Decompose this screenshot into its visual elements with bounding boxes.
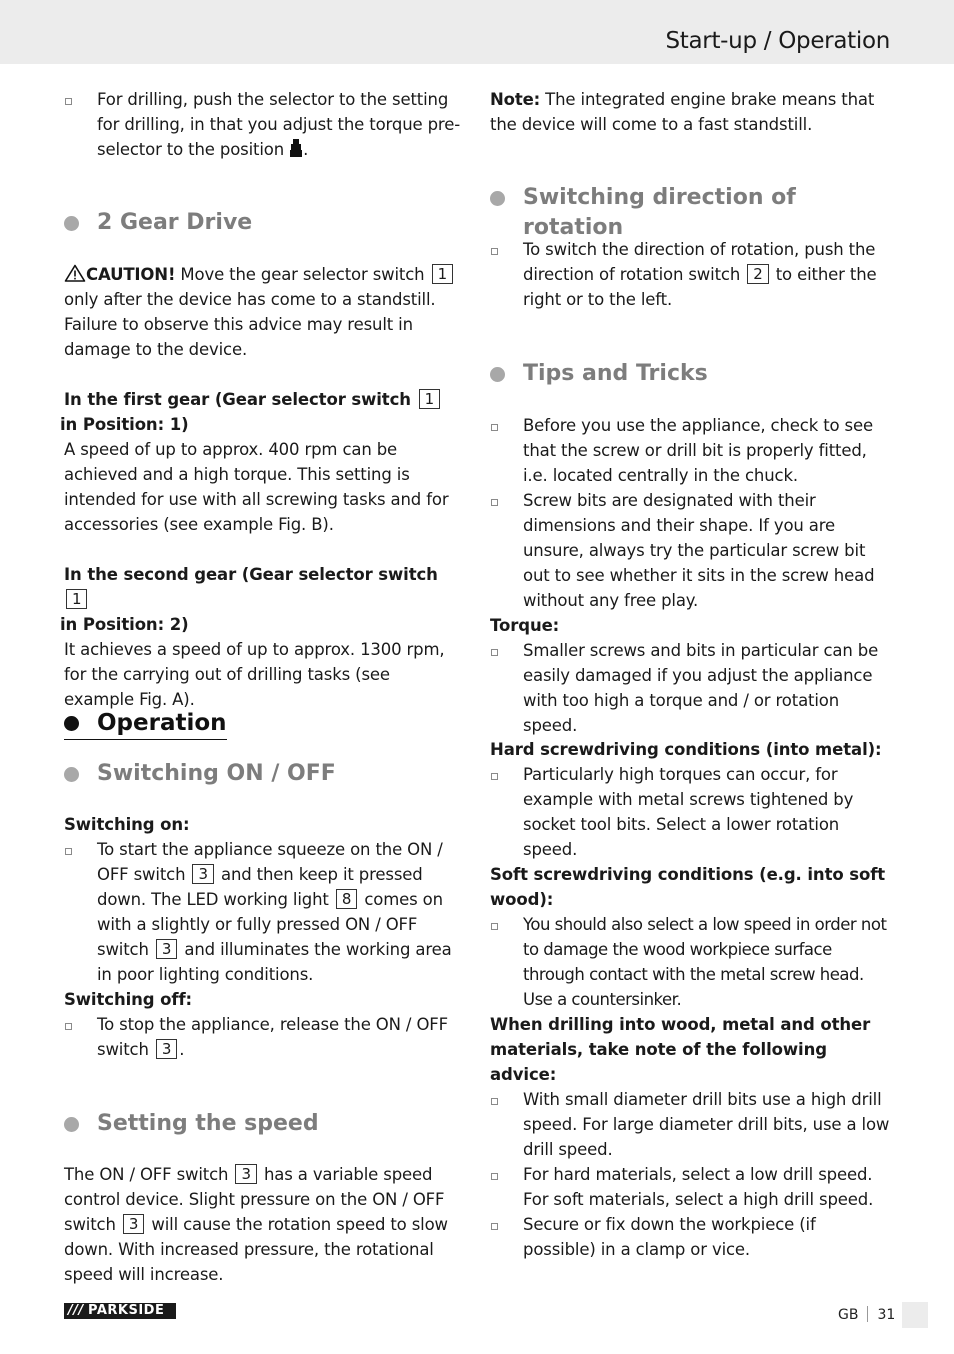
section-heading-tips — [490, 359, 890, 389]
switch-number-box: 3 — [156, 1039, 177, 1059]
heading-bullet-icon — [64, 716, 79, 731]
heading-bullet-icon — [490, 367, 505, 382]
bullet-square-icon — [491, 1223, 498, 1230]
list-item: Smaller screws and bits in particular can be easily damaged if you adjust the appliance with too high a torque and / or rotation speed. — [490, 638, 890, 738]
list-item: Secure or fix down the workpiece (if possible) in a clamp or vice. — [490, 1212, 890, 1262]
language-code: GB — [838, 1307, 859, 1323]
subheading: In the second gear (Gear selector switch 1 in Position: 2) — [60, 565, 438, 634]
page-tab — [902, 1302, 928, 1328]
bullet-square-icon — [65, 848, 72, 855]
switch-number-box: 1 — [66, 589, 87, 609]
logo-stripes-icon: /// — [68, 1303, 84, 1318]
list-item: To switch the direction of rotation, push the direction of rotation switch 2 to either the right or to the left. — [490, 237, 890, 312]
section-heading-direction — [490, 183, 890, 243]
switch-number-box: 1 — [432, 264, 453, 284]
bullet-square-icon — [65, 1023, 72, 1030]
subheading: Soft screwdriving conditions (e.g. into soft wood): — [490, 865, 886, 909]
switch-number-box: 3 — [123, 1214, 144, 1234]
list-item: Before you use the appliance, check to see that the screw or drill bit is properly fitted, i.e. located centrally in the chuck. — [490, 413, 890, 488]
page-title: Start-up / Operation — [665, 28, 890, 54]
subheading: Switching off: — [64, 990, 193, 1009]
bullet-square-icon — [491, 773, 498, 780]
list-item: For hard materials, select a low drill speed. For soft materials, select a high drill speed. — [490, 1162, 890, 1212]
switch-number-box: 1 — [419, 389, 440, 409]
brand-name: PARKSIDE — [88, 1303, 165, 1318]
drill-position-icon — [289, 138, 303, 158]
heading-bullet-icon — [64, 1117, 79, 1132]
bullet-square-icon — [491, 424, 498, 431]
bullet-square-icon — [491, 923, 498, 930]
drilling-advice-block — [490, 1012, 890, 1262]
list-item: With small diameter drill bits use a high drill speed. For large diameter drill bits, use a low drill speed. — [490, 1087, 890, 1162]
bullet-square-icon — [491, 649, 498, 656]
note-block — [490, 87, 890, 137]
brand-logo — [64, 1303, 176, 1319]
subheading: When drilling into wood, metal and other materials, take note of the following advice: — [490, 1015, 871, 1084]
bullet-square-icon — [65, 98, 72, 105]
section-heading-operation — [64, 708, 464, 740]
heading-bullet-icon — [490, 191, 505, 206]
subheading: In the first gear (Gear selector switch 1 in Position: 1) — [64, 387, 464, 437]
second-gear-block — [60, 562, 464, 712]
warning-triangle-icon — [64, 264, 86, 282]
page-number: 31 — [877, 1307, 896, 1323]
note-label: Note: — [490, 90, 541, 109]
caution-text: only after the device has come to a standstill. Failure to observe this advice may result in damage to the device. — [64, 290, 436, 359]
led-number-box: 8 — [336, 889, 357, 909]
subheading: Switching on: — [64, 815, 190, 834]
bullet-square-icon — [491, 499, 498, 506]
soft-conditions-block — [490, 862, 890, 1012]
first-gear-block — [60, 387, 464, 537]
paragraph: It achieves a speed of up to approx. 1300 rpm, for the carrying out of drilling tasks (see example Fig. A). — [64, 640, 445, 709]
bullet-square-icon — [491, 1173, 498, 1180]
heading-text: 2 Gear Drive — [97, 210, 253, 235]
heading-text: Tips and Tricks — [523, 361, 708, 386]
list-item: You should also select a low speed in order not to damage the wood workpiece surface through contact with the metal screw head. Use a countersinker. — [490, 912, 890, 1012]
subheading: Torque: — [490, 616, 560, 635]
page-number-area — [838, 1306, 895, 1323]
list-item — [64, 87, 464, 162]
divider — [867, 1306, 868, 1322]
list-item: Particularly high torques can occur, for example with metal screws tightened by socket tool bits. Select a lower rotation speed. — [490, 762, 890, 862]
section-heading-speed — [64, 1109, 464, 1139]
subheading: Hard screwdriving conditions (into metal): — [490, 740, 882, 759]
drilling-bullet-block — [64, 87, 464, 162]
switch-number-box: 3 — [156, 939, 177, 959]
list-item: To start the appliance squeeze on the ON / OFF switch 3 and then keep it pressed down. The LED working light 8 comes on with a slightly or fully pressed ON / OFF switch 3 and illuminates the working area in poor lighting conditions. — [64, 837, 464, 987]
page-header — [0, 0, 954, 64]
heading-bullet-icon — [64, 767, 79, 782]
heading-bullet-icon — [64, 216, 79, 231]
switch-number-box: 3 — [235, 1164, 256, 1184]
direction-block — [490, 237, 890, 312]
hard-conditions-block — [490, 737, 890, 862]
tips-list-block — [490, 413, 890, 613]
section-heading-switching — [64, 759, 464, 789]
period: . — [303, 140, 309, 159]
heading-text: Switching direction of rotation — [523, 185, 796, 240]
switching-off-block — [64, 987, 464, 1062]
section-heading-gear — [64, 208, 464, 238]
heading-text: Operation — [97, 710, 227, 736]
caution-text: Move the gear selector switch — [175, 265, 430, 284]
caution-block — [64, 262, 464, 362]
bullet-square-icon — [491, 1098, 498, 1105]
bullet-square-icon — [491, 248, 498, 255]
heading-text: Setting the speed — [97, 1111, 319, 1136]
switch-number-box: 2 — [747, 264, 768, 284]
bullet-text: For drilling, push the selector to the setting for drilling, in that you adjust the torque pre-selector to the position — [97, 90, 460, 159]
note-text: The integrated engine brake means that the device will come to a fast standstill. — [490, 90, 875, 134]
list-item: Screw bits are designated with their dimensions and their shape. If you are unsure, always try the particular screw bit out to see whether it sits in the screw head without any free play. — [490, 488, 890, 613]
heading-text: Switching ON / OFF — [97, 761, 336, 786]
list-item: To stop the appliance, release the ON / OFF switch 3 . — [64, 1012, 464, 1062]
paragraph: A speed of up to approx. 400 rpm can be achieved and a high torque. This setting is intended for use with all screwing tasks and for accessories (see example Fig. B). — [64, 440, 449, 534]
torque-block — [490, 613, 890, 738]
speed-paragraph-block: The ON / OFF switch 3 has a variable speed control device. Slight pressure on the ON / OFF switch 3 will cause the rotation speed to slow down. With increased pressure, the rotational speed will increase. — [64, 1165, 448, 1284]
switching-on-block — [64, 812, 464, 987]
switch-number-box: 3 — [192, 864, 213, 884]
caution-label: CAUTION! — [86, 265, 176, 284]
